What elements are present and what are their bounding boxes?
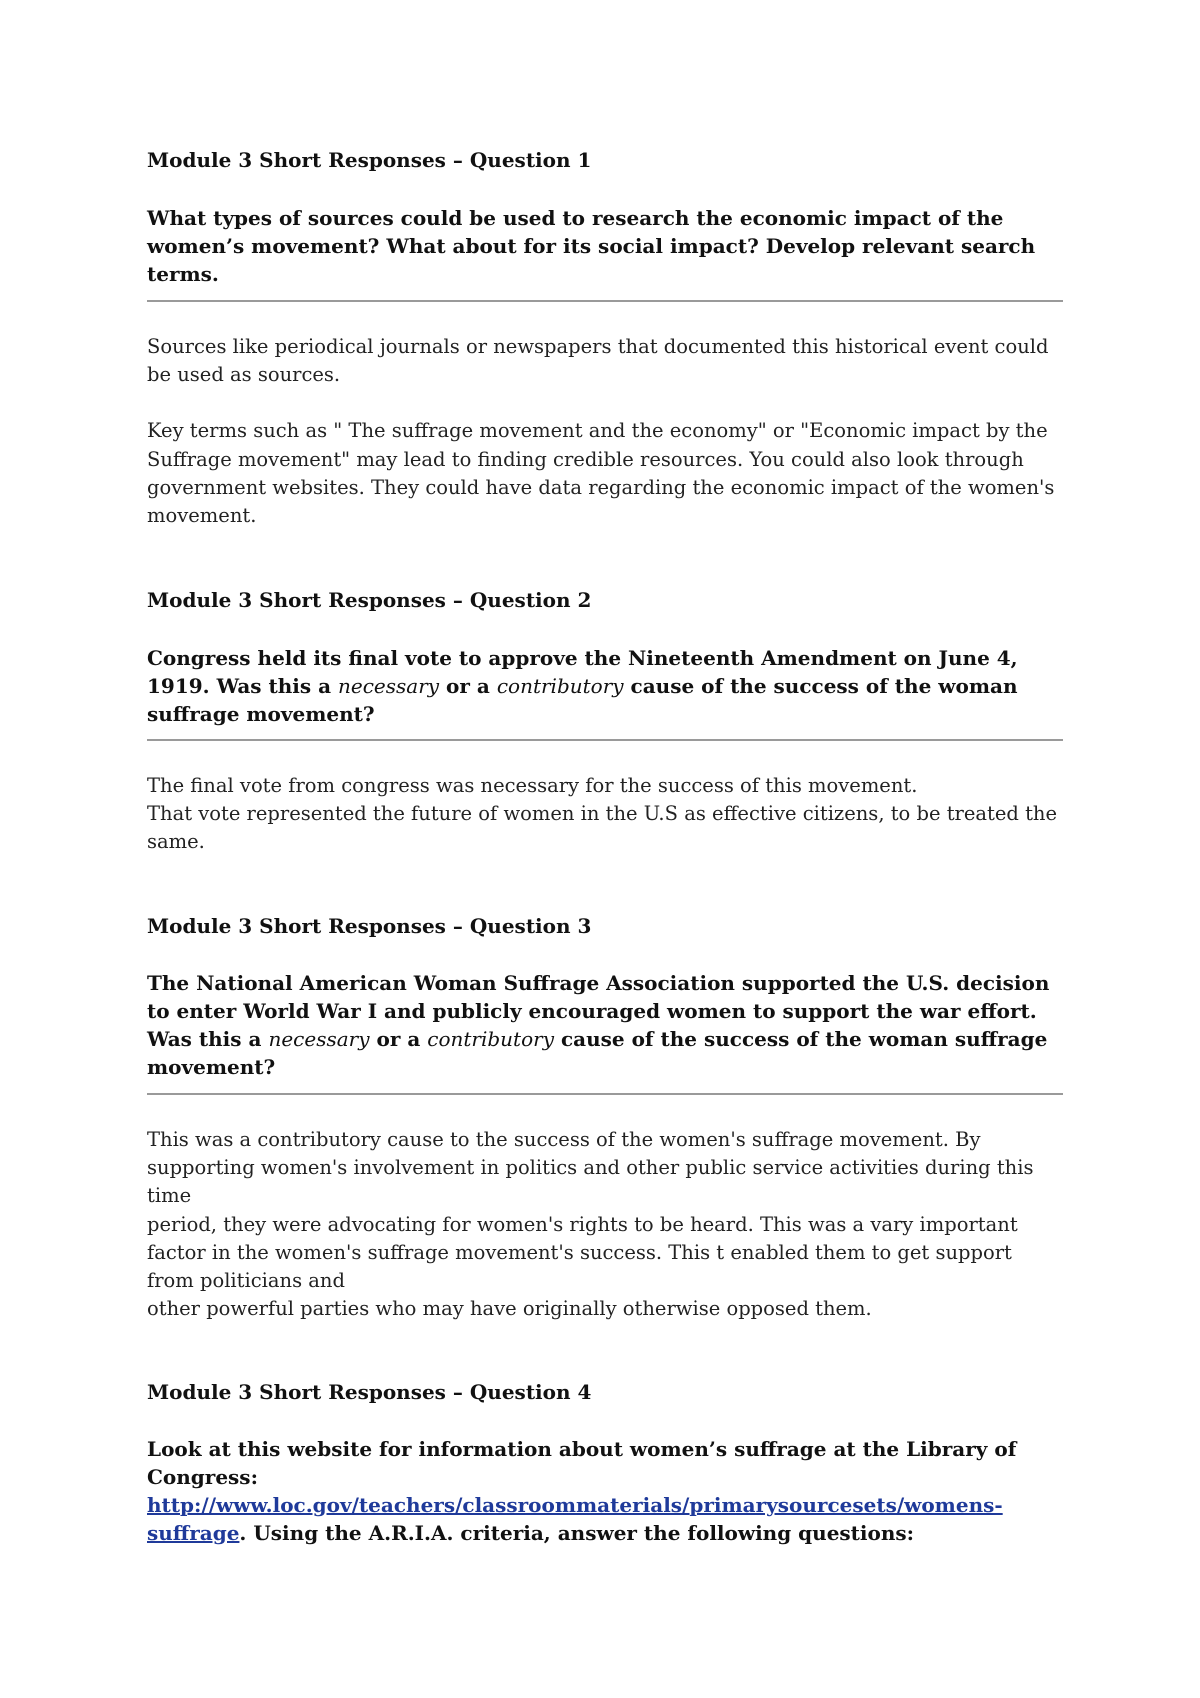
prompt-emphasis: contributory (496, 674, 624, 698)
question-4-prompt (147, 1435, 1063, 1547)
question-4-heading: Module 3 Short Responses – Question 4 (147, 1380, 592, 1404)
prompt-emphasis: necessary (268, 1027, 370, 1051)
divider-line (147, 300, 1063, 302)
answer-line: The final vote from congress was necessary for the success of this movement. (147, 774, 918, 797)
loc-womens-suffrage-link[interactable]: http://www.loc.gov/teachers/classroommaterials/primarysourcesets/womens-suffrage (147, 1493, 1003, 1545)
answer-paragraph: Key terms such as " The suffrage movement and the economy" or "Economic impact by the Suffrage movement" may lead to finding credible resources. You could also look through government websites. They could have data regarding the economic impact of the women's movement. (147, 419, 1055, 528)
prompt-text: The National American Woman Suffrage Association supported the U.S. decision to enter World War I and publicly encouraged women to support the war effort. Was this a (147, 971, 1050, 1051)
answer-line: That vote represented the future of women in the U.S as effective citizens, to be treated the same. (147, 802, 1058, 854)
question-1-heading: Module 3 Short Responses – Question 1 (147, 148, 592, 172)
prompt-text: Congress held its final vote to approve the Nineteenth Amendment on June 4, 1919. Was this a (147, 646, 1018, 698)
prompt-text: Look at this website for information about women’s suffrage at the Library of Congress: (147, 1437, 1017, 1489)
question-3-answer (147, 1126, 1063, 1323)
answer-line: period, they were advocating for women's rights to be heard. This was a vary important factor in the women's suffrage movement's success. This t enabled them to get support from politicians and (147, 1212, 1018, 1293)
question-3-prompt (147, 969, 1063, 1081)
prompt-text: cause of the success of the woman suffrage movement? (147, 674, 1018, 726)
question-2-prompt (147, 644, 1063, 728)
prompt-text: . Using the A.R.I.A. criteria, answer the following questions: (239, 1521, 915, 1545)
prompt-text: or a (369, 1027, 428, 1051)
answer-line: other powerful parties who may have originally otherwise opposed them. (147, 1297, 872, 1321)
question-1-prompt: What types of sources could be used to research the economic impact of the women’s movement? What about for its social impact? Develop relevant search terms. (147, 206, 1036, 286)
prompt-text: cause of the success of the woman suffrage movement? (147, 1027, 1048, 1079)
divider-line (147, 739, 1063, 741)
question-2-answer (147, 772, 1063, 857)
answer-paragraph: Sources like periodical journals or newspapers that documented this historical event could be used as sources. (147, 335, 1049, 387)
prompt-emphasis: contributory (427, 1027, 554, 1051)
question-3-heading: Module 3 Short Responses – Question 3 (147, 914, 592, 938)
prompt-text: or a (439, 674, 497, 698)
divider-line (147, 1093, 1063, 1095)
prompt-emphasis: necessary (338, 674, 440, 698)
question-2-heading: Module 3 Short Responses – Question 2 (147, 588, 592, 612)
answer-line: This was a contributory cause to the success of the women's suffrage movement. By supporting women's involvement in politics and other public service activities during this time (147, 1128, 1034, 1208)
question-1-answer (147, 333, 1063, 530)
